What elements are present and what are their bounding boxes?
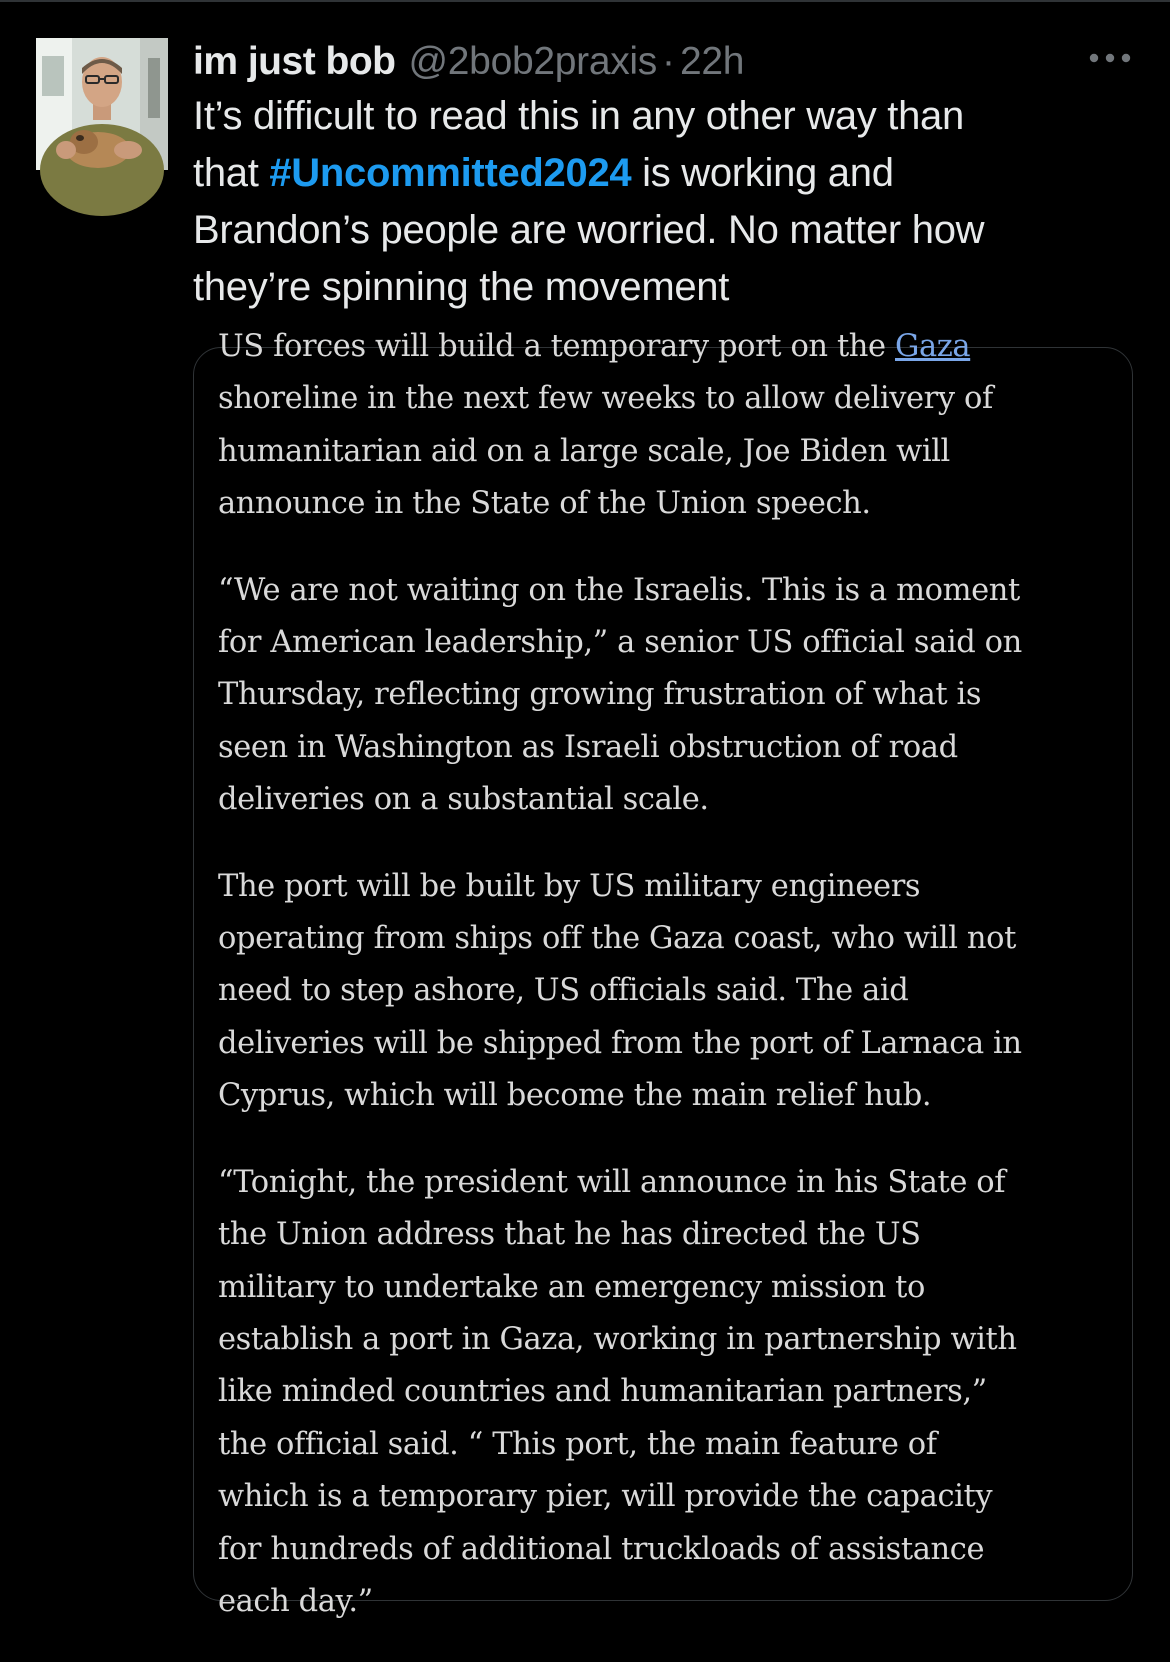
tweet-text-line: Brandon’s people are worried. No matter how — [193, 208, 985, 252]
article-line: Thursday, reflecting growing frustration of what is — [218, 677, 982, 713]
tweet-text-line: they’re spinning the movement — [193, 265, 730, 309]
article-line: the Union address that he has directed the US — [218, 1217, 921, 1253]
hashtag-link[interactable]: #Uncommitted2024 — [269, 151, 632, 195]
tweet-text — [193, 88, 1133, 316]
article-line: the official said. “ This port, the main feature of — [218, 1426, 937, 1462]
article-line: “We are not waiting on the Israelis. This is a moment — [218, 572, 1020, 608]
article-line: announce in the State of the Union speech. — [218, 486, 871, 522]
article-line: shoreline in the next few weeks to allow delivery of — [218, 381, 993, 417]
article-line: humanitarian aid on a large scale, Joe Biden will — [218, 433, 950, 469]
more-button[interactable] — [1082, 44, 1138, 72]
profile-photo — [36, 38, 168, 170]
article-paragraph — [218, 321, 1123, 531]
article-line: each day.” — [218, 1583, 373, 1619]
article-line: which is a temporary pier, will provide the capacity — [218, 1479, 993, 1515]
article-paragraph — [218, 1157, 1123, 1629]
article-line: for hundreds of additional truckloads of assistance — [218, 1531, 985, 1567]
tweet-text-line: It’s difficult to read this in any other way than — [193, 94, 964, 138]
article-line: military to undertake an emergency mission to — [218, 1269, 925, 1305]
timestamp[interactable]: 22h — [679, 40, 745, 83]
article-line: need to step ashore, US officials said. The aid — [218, 973, 909, 1009]
tweet-text-line — [193, 145, 1133, 202]
tweet-header — [193, 36, 744, 88]
article-screenshot — [218, 321, 1123, 1662]
article-line: deliveries on a substantial scale. — [218, 782, 709, 818]
gaza-link: Gaza — [895, 329, 971, 364]
more-horizontal-icon — [1088, 52, 1132, 64]
article-paragraph — [218, 861, 1123, 1123]
article-line: operating from ships off the Gaza coast, who will not — [218, 921, 1016, 957]
article-text-fragment: US forces will build a temporary port on the — [218, 329, 895, 364]
avatar[interactable] — [36, 38, 168, 170]
article-line: seen in Washington as Israeli obstruction of road — [218, 729, 958, 765]
tweet-text-fragment: that — [193, 151, 270, 195]
article-line: deliveries will be shipped from the port of Larnaca in — [218, 1025, 1022, 1061]
header-separator: · — [661, 40, 675, 83]
article-line: establish a port in Gaza, working in partnership with — [218, 1321, 1017, 1357]
display-name[interactable]: im just bob — [193, 40, 396, 83]
article-line: “Tonight, the president will announce in his State of — [218, 1164, 1006, 1200]
article-line: The port will be built by US military engineers — [218, 868, 921, 904]
article-line: like minded countries and humanitarian partners,” — [218, 1374, 987, 1410]
article-paragraph — [218, 565, 1123, 827]
media-image[interactable] — [193, 329, 1133, 1619]
article-line — [218, 321, 1123, 373]
user-handle[interactable]: @2bob2praxis — [408, 40, 657, 83]
article-line: for American leadership,” a senior US official said on — [218, 625, 1022, 661]
article-line: Cyprus, which will become the main relief hub. — [218, 1078, 932, 1114]
tweet-text-fragment: is working and — [631, 151, 894, 195]
